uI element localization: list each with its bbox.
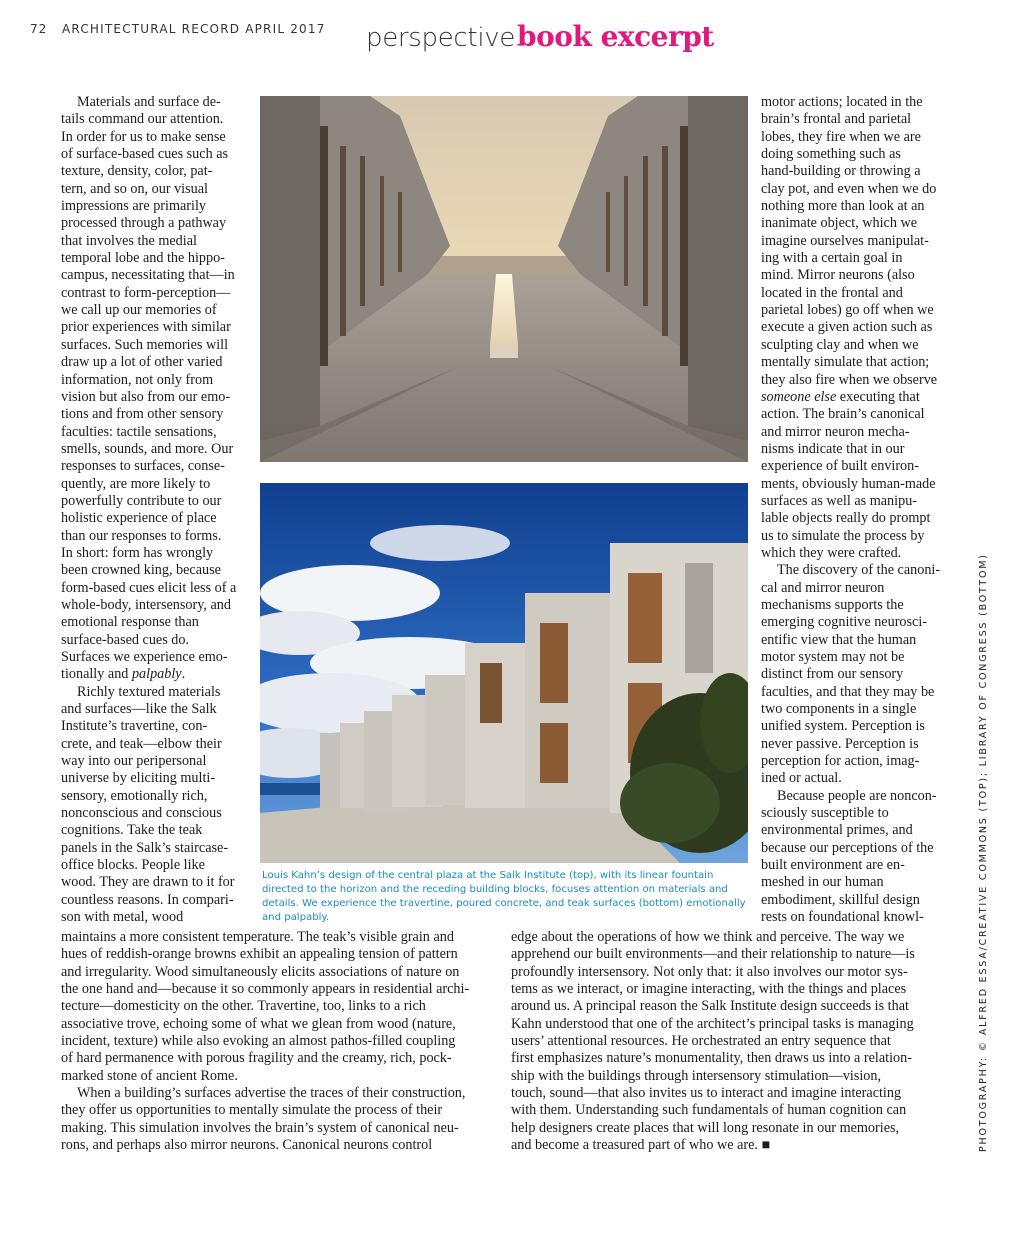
text-line: distinct from our sensory [761,666,904,683]
text-line: In short: form has wrongly [61,544,214,561]
text-line: texture, density, color, pat- [61,163,213,180]
text-line: ined or actual. [761,770,842,787]
salk-plaza-photo [260,96,748,462]
text-line: tions and from other sensory [61,406,224,423]
section-word: perspective [366,23,516,53]
text-line: embodiment, skillful design [761,891,920,908]
text-line: countless reasons. In compari- [61,891,234,908]
text-line: responses to surfaces, conse- [61,458,225,475]
text-line: meshed in our human [761,874,884,891]
text-line: associative trove, echoing some of what we glean from wood (nature, [61,1015,456,1032]
text-line: parietal lobes) go off when we [761,302,934,319]
text-line: lable objects really do prompt [761,510,931,527]
text-line: apprehend our built environments—and their relationship to nature—is [511,946,915,963]
text-line: universe by eliciting multi- [61,770,216,787]
text-line: of hard permanence with porous fragility and the creamy, rich, pock- [61,1050,452,1067]
section-heading: book excerpt [517,20,714,53]
salk-buildings-photo [260,483,748,863]
bottom-left-text [61,929,501,1154]
text-line: built environment are en- [761,857,905,874]
text-line: mentally simulate that action; [761,354,930,371]
text-line: In order for us to make sense [61,128,226,145]
text-line: tems as we interact, or imagine interacting, with the things and places [511,981,907,998]
text-line: motor system may not be [761,649,905,665]
text-line: help designers create places that will long resonate in our memories, [511,1119,900,1136]
text-line: temporal lobe and the hippo- [61,250,225,267]
paragraph [761,562,961,787]
text-line: Richly textured materials [77,683,221,700]
paragraph [61,1085,501,1154]
text-line: they also fire when we observe [761,371,938,388]
publication-info: ARCHITECTURAL RECORD APRIL 2017 [62,22,326,36]
text-line: hand-building or throwing a [761,163,921,180]
text-line: son with metal, wood [61,909,184,926]
text-line: powerfully contribute to our [61,492,222,509]
text-line: cognitions. Take the teak [61,822,203,839]
text-line: first emphasizes nature’s monumentality, then draws us into a relation- [511,1050,912,1067]
text-line: because our perceptions of the [761,839,934,856]
text-line: emerging cognitive neurosci- [761,614,927,631]
text-line: office blocks. People like [61,857,205,874]
text-line: located in the frontal and [761,284,903,301]
text-line: action. The brain’s canonical [761,406,925,423]
paragraph [761,94,961,562]
text-line: unified system. Perception is [761,718,925,735]
text-line: The discovery of the canoni- [777,562,941,579]
text-line: maintains a more consistent temperature. The teak’s visible grain and [61,929,454,945]
text-line: mechanisms supports the [761,596,904,613]
text-line: been crowned king, because [61,562,221,579]
text-line: campus, necessitating that—in [61,267,235,284]
text-line: sensory, emotionally rich, [61,787,208,804]
text-line: never passive. Perception is [761,735,919,752]
text-line: users’ attentional resources. He orchestrated an entry sequence that [511,1033,891,1050]
text-line: surface-based cues do. [61,631,190,648]
section-title [366,20,714,53]
text-line: and become a treasured part of who we are. ■ [511,1137,771,1154]
text-line: rons, and perhaps also mirror neurons. Canonical neurons control [61,1137,433,1154]
text-line: Because people are noncon- [777,787,937,804]
text-line: crete, and teak—elbow their [61,735,222,752]
text-line: Kahn understood that one of the architect’s principal tasks is managing [511,1015,914,1032]
text-line: tails command our attention. [61,111,224,128]
paragraph [61,94,253,684]
text-line: edge about the operations of how we think and perceive. The way we [511,929,905,945]
text-line: around us. A principal reason the Salk Institute design succeeds is that [511,998,909,1015]
text-line: they offer us opportunities to mentally simulate the process of their [61,1102,443,1119]
right-column-text [761,94,961,927]
paragraph [511,929,953,1154]
text-line: Surfaces we experience emo- [61,649,228,665]
text-line: faculties: tactile sensations, [61,423,217,440]
text-line: imagine ourselves manipulat- [761,232,929,249]
bottom-right-text [511,929,953,1154]
text-line: environmental primes, and [761,822,913,839]
text-line: rests on foundational knowl- [761,909,924,926]
page-header [30,20,994,60]
text-line: form-based cues elicit less of a [61,579,237,596]
photo-caption: Louis Kahn’s design of the central plaza at the Salk Institute (top), with its linear fountain directed to the horizon and the receding building blocks, focuses attention on materials and details. We experience the travertine, poured concrete, and teak surfaces (bottom) emotionally and palpably. [262,870,746,923]
text-line: sculpting clay and when we [761,336,919,353]
text-line: we call up our memories of [61,302,217,319]
text-line: tionally and palpably. [61,666,186,683]
text-line: brain’s frontal and parietal [761,111,912,128]
text-line: of surface-based cues such as [61,146,229,163]
text-line: which they were crafted. [761,544,902,561]
text-line: hues of reddish-orange browns exhibit an appealing tension of pattern [61,946,458,963]
page-number: 72 [30,22,48,36]
paragraph [61,684,253,927]
text-line: marked stone of ancient Rome. [61,1067,238,1084]
text-line: When a building’s surfaces advertise the traces of their construction, [77,1085,466,1102]
text-line: nonconscious and conscious [61,805,222,822]
text-line: tecture—domesticity on the other. Travertine, too, links to a rich [61,998,426,1015]
photo-credit: PHOTOGRAPHY: © ALFRED ESSA/CREATIVE COMMONS (TOP); LIBRARY OF CONGRESS (BOTTOM) [978,553,989,1152]
text-line: nothing more than look at an [761,198,925,215]
text-line: tern, and so on, our visual [61,180,208,197]
text-line: draw up a lot of other varied [61,354,223,371]
text-line: surfaces as well as manipu- [761,492,918,509]
text-line: whole-body, intersensory, and [61,596,231,613]
text-line: ments, obviously human-made [761,475,936,492]
text-line: inanimate object, which we [761,215,918,232]
text-line: Institute’s travertine, con- [61,718,208,735]
text-line: and irregularity. Wood simultaneously elicits associations of nature on [61,963,460,980]
text-line: cal and mirror neuron [761,579,885,596]
text-line: touch, sound—that also invites us to interact and imagine interacting [511,1085,902,1102]
text-line: mind. Mirror neurons (also [761,267,915,284]
text-line: panels in the Salk’s staircase- [61,839,229,856]
text-line: nisms indicate that in our [761,440,905,457]
text-line: motor actions; located in the [761,94,923,110]
paragraph [61,929,501,1085]
text-line: lobes, they fire when we are [761,128,921,145]
text-line: smells, sounds, and more. Our [61,440,234,457]
paragraph [761,788,961,927]
text-line: Materials and surface de- [77,94,221,110]
text-line: ship with the buildings through intersensory stimulation—vision, [511,1067,882,1084]
text-line: someone else executing that [761,388,920,405]
text-line: holistic experience of place [61,510,217,527]
text-line: the one hand and—because it so commonly appears in residential archi- [61,981,470,998]
text-line: perception for action, imag- [761,753,920,770]
text-line: and surfaces—like the Salk [61,701,217,718]
text-line: us to simulate the process by [761,527,925,544]
text-line: incident, texture) while also evoking an almost pathos-filled coupling [61,1033,456,1050]
text-line: making. This simulation involves the brain’s system of canonical neu- [61,1119,459,1136]
text-line: doing something such as [761,146,901,163]
text-line: that involves the medial [61,232,197,249]
text-line: processed through a pathway [61,215,227,232]
text-line: execute a given action such as [761,319,933,336]
text-line: information, not only from [61,371,214,388]
text-line: impressions are primarily [61,198,206,215]
text-line: sciously susceptible to [761,805,889,822]
text-line: prior experiences with similar [61,319,231,336]
text-line: vision but also from our emo- [61,388,231,405]
text-line: two components in a single [761,701,917,718]
text-line: entific view that the human [761,631,917,648]
left-column-text [61,94,253,927]
text-line: faculties, and that they may be [761,683,935,700]
text-line: wood. They are drawn to it for [61,874,235,891]
text-line: with them. Understanding such fundamentals of human cognition can [511,1102,907,1119]
text-line: contrast to form-perception— [61,284,231,301]
text-line: surfaces. Such memories will [61,336,229,353]
text-line: and mirror neuron mecha- [761,423,910,440]
text-line: quently, are more likely to [61,475,211,492]
text-line: emotional response than [61,614,199,631]
text-line: clay pot, and even when we do [761,180,937,197]
text-line: way into our peripersonal [61,753,207,770]
text-line: ing with a certain goal in [761,250,903,267]
text-line: profoundly intersensory. Not only that: it also involves our motor sys- [511,963,908,980]
text-line: than our responses to forms. [61,527,222,544]
text-line: experience of built environ- [761,458,919,475]
